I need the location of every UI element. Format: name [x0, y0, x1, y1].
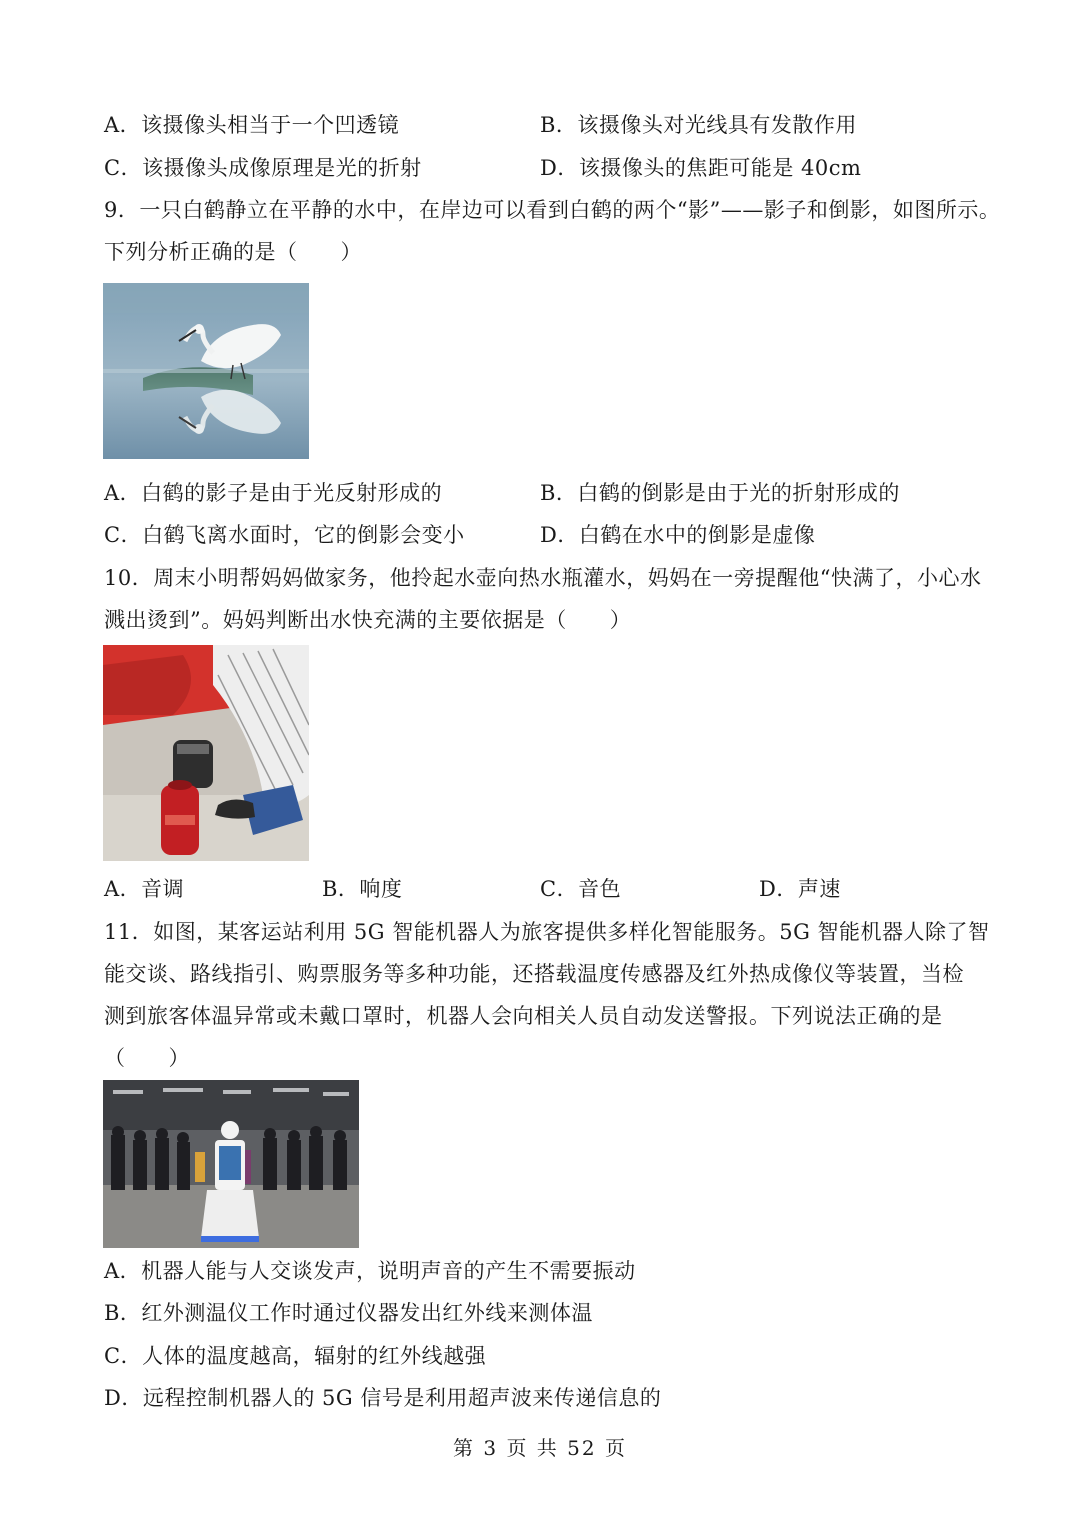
- egret-reflection-photo: [103, 283, 309, 459]
- q11-option-a: A．机器人能与人交谈发声，说明声音的产生不需要振动: [104, 1259, 636, 1283]
- q9-option-d: D．白鹤在水中的倒影是虚像: [540, 523, 816, 547]
- q10-stem-line2: 溅出烫到”。妈妈判断出水快充满的主要依据是（ ）: [104, 608, 632, 632]
- q8-option-c: C．该摄像头成像原理是光的折射: [104, 156, 422, 180]
- q11-option-c: C．人体的温度越高，辐射的红外线越强: [104, 1344, 487, 1368]
- q9-option-c: C．白鹤飞离水面时，它的倒影会变小: [104, 523, 465, 547]
- page-number: 第 3 页 共 52 页: [453, 1436, 627, 1460]
- q11-stem-line2: 能交谈、路线指引、购票服务等多种功能，还搭载温度传感器及红外热成像仪等装置，当检: [104, 962, 964, 986]
- q10-option-a: A．音调: [104, 877, 185, 901]
- q10-option-c: C．音色: [540, 877, 622, 901]
- q8-option-b: B．该摄像头对光线具有发散作用: [540, 113, 857, 137]
- q11-option-b: B．红外测温仪工作时通过仪器发出红外线来测体温: [104, 1301, 593, 1325]
- pouring-water-photo: [103, 645, 309, 861]
- q11-stem-line4: （ ）: [104, 1046, 190, 1070]
- q9-stem-line2: 下列分析正确的是（ ）: [104, 240, 362, 264]
- q9-stem-line1: 9．一只白鹤静立在平静的水中，在岸边可以看到白鹤的两个“影”——影子和倒影，如图所示。: [104, 198, 1001, 222]
- q11-option-d: D．远程控制机器人的 5G 信号是利用超声波来传递信息的: [104, 1386, 662, 1410]
- q8-option-a: A．该摄像头相当于一个凹透镜: [104, 113, 400, 137]
- q10-option-d: D．声速: [759, 877, 841, 901]
- q11-stem-line1: 11．如图，某客运站利用 5G 智能机器人为旅客提供多样化智能服务。5G 智能机器人除了智: [104, 920, 990, 944]
- q9-option-a: A．白鹤的影子是由于光反射形成的: [104, 481, 443, 505]
- q10-option-b: B．响度: [322, 877, 403, 901]
- q10-stem-line1: 10．周末小明帮妈妈做家务，他拎起水壶向热水瓶灌水，妈妈在一旁提醒他“快满了，小心水: [104, 566, 982, 590]
- q8-option-d: D．该摄像头的焦距可能是 40cm: [540, 156, 862, 180]
- robot-station-photo: [103, 1080, 359, 1248]
- q11-stem-line3: 测到旅客体温异常或未戴口罩时，机器人会向相关人员自动发送警报。下列说法正确的是: [104, 1004, 943, 1028]
- q9-option-b: B．白鹤的倒影是由于光的折射形成的: [540, 481, 900, 505]
